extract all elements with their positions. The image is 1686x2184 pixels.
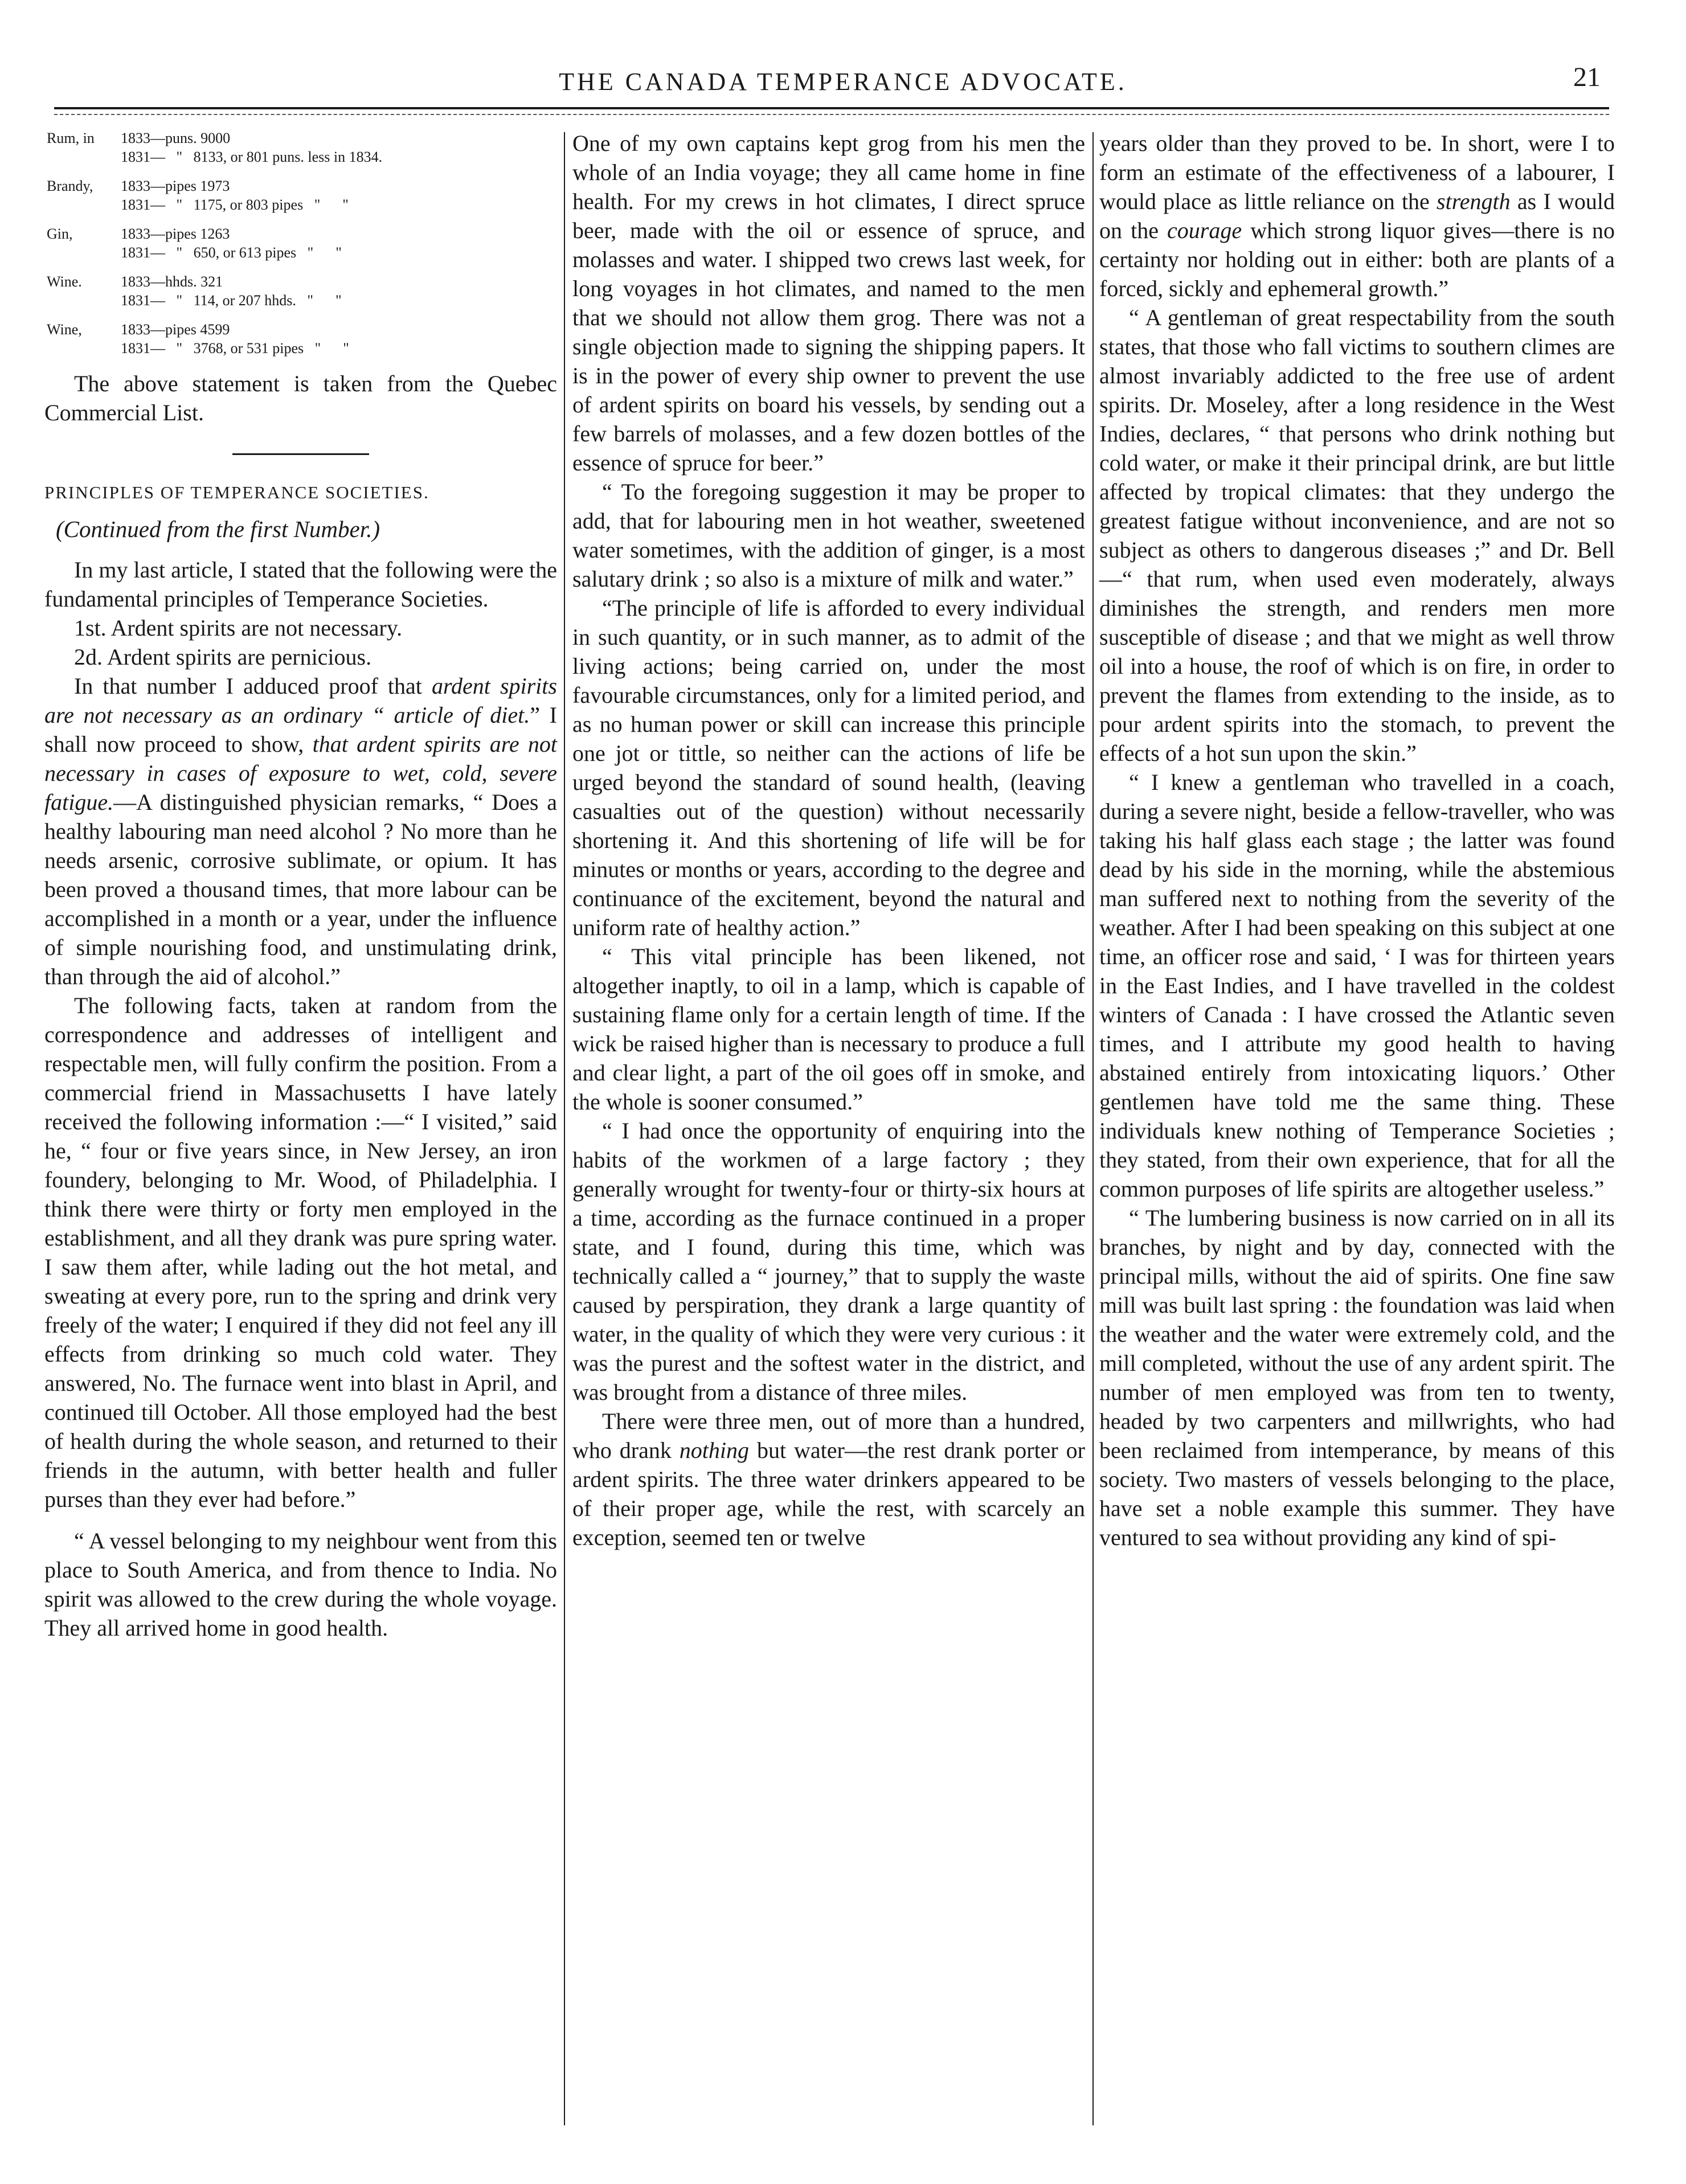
column-rule-right — [1092, 132, 1094, 2125]
imports-line: 1831— " 1175, or 803 pipes " " — [121, 196, 349, 213]
paragraph: The following facts, taken at random from the correspondence and addresses of intelligent and respectable men, will fully confirm the position. From a commercial friend in Massachusetts I have lately received the following information :—“ I visited,” said he, “ four or five years since, in New Jersey, an iron foundery, belonging to Mr. Wood, of Philadelphia. I think there were thirty or forty men employed in the establishment, and all they drank was pure spring water. I saw them after, while lading out the hot metal, and sweating at every pore, run to the spring and drink very freely of the water; I enquired if they did not feel any ill effects from drinking so much cold water. They answered, No. The furnace went into blast in April, and continued till October. All those employed had the best of health during the whole season, and returned to their friends in the autumn, with better health and fuller purses than they ever had before.” — [44, 993, 557, 1512]
paragraph: “ I had once the opportunity of enquiring into the habits of the workmen of a large factory ; they generally wrought for twenty-four or thirty-six hours at a time, according as the furnace continued in a proper state, and I found, during this time, which was technically called a “ journey,” that to supply the waste caused by perspiration, they drank a large quantity of water, in the quality of which they were very curious : it was the purest and the softest water in the district, and was brought from a distance of three miles. — [572, 1118, 1085, 1405]
paragraph: “ A vessel belonging to my neighbour went from this place to South America, and from thence to India. No spirit was allowed to the crew during the whole voyage. They all arrived home in good health. — [44, 1528, 557, 1641]
paragraph: “ To the foregoing suggestion it may be proper to add, that for labouring men in hot weather, sweetened water sometimes, with the addition of ginger, is a most salutary drink ; so also is a mixture of milk and water.” — [572, 479, 1085, 592]
italic-run: courage — [1167, 218, 1242, 243]
paragraph: “ A gentleman of great respectability from the south states, that those who fall victims to southern climes are almost invariably addicted to the free use of ardent spirits. Dr. Moseley, after a long residence in the West Indies, declares, “ that persons who drink nothing but cold water, or make it their principal drink, are but little affected by tropical climates: that they undergo the greatest fatigue without inconvenience, and are not so subject as others to dangerous diseases ;” and Dr. Bell—“ that rum, when used even moderately, always diminishes the strength, and renders men more susceptible of disease ; and that we might as well throw oil into a house, the roof of which is on fire, in order to prevent the flames from extending to the inside, as to pour ardent spirits into the stomach, to prevent the effects of a hot sun upon the skin.” — [1099, 305, 1615, 766]
imports-row — [44, 224, 557, 262]
imports-line: 1833—puns. 9000 — [121, 130, 231, 146]
imports-row — [44, 320, 557, 358]
imports-label: Wine, — [47, 321, 82, 338]
imports-line: 1831— " 114, or 207 hhds. " " — [121, 292, 342, 309]
section-heading: PRINCIPLES OF TEMPERANCE SOCIETIES. — [44, 482, 429, 502]
imports-label: Brandy, — [47, 178, 93, 194]
imports-line: 1833—hhds. 321 — [121, 273, 223, 290]
paragraph — [44, 671, 557, 991]
running-head: THE CANADA TEMPERANCE ADVOCATE. — [559, 68, 1127, 96]
paragraph: In my last article, I stated that the following were the fundamental principles of Temperance Societies. — [44, 557, 557, 612]
column-rule-left — [564, 132, 565, 2125]
paragraph: “The principle of life is afforded to every individual in such quantity, or in such manner, as to admit of the living actions; being carried on, under the most favourable circumstances, only for a limited period, and as no human power or skill can increase this principle one jot or tittle, so neither can the actions of life be urged beyond the standard of sound health, (leaving casualties out of the question) without necessarily shortening it. And this shortening of life will be for minutes or months or years, according to the degree and continuance of the excitement, beyond the natural and uniform rate of healthy action.” — [572, 595, 1085, 940]
paragraph — [1099, 129, 1615, 303]
imports-figures — [121, 320, 557, 358]
italic-run: ardent spirits are not necessary as an ordinary “ article of diet. — [44, 673, 557, 728]
header-rule-secondary — [54, 114, 1609, 115]
column-1 — [44, 129, 557, 1642]
imports-label: Wine. — [47, 273, 82, 290]
imports-row — [44, 177, 557, 214]
imports-figures — [121, 272, 557, 310]
paragraph: 1st. Ardent spirits are not necessary. — [74, 615, 403, 641]
text-run: which strong liquor gives—there is no certainty nor holding out in either: both are plants of a forced, sickly and ephemeral growth.” — [1099, 218, 1615, 301]
paragraph: “ I knew a gentleman who travelled in a coach, during a severe night, beside a fellow-traveller, who was taking his half glass each stage ; the latter was found dead by his side in the morning, while the abstemious man suffered next to nothing from the severity of the weather. After I had been speaking on this subject at one time, an officer rose and said, ‘ I was for thirteen years in the East Indies, and I have travelled in the coldest winters of Canada : I have crossed the Atlantic seven times, and I attribute my good health to having abstained entirely from intoxicating liquors.’ Other gentlemen have told me the same thing. These individuals knew nothing of Temperance Societies ; they stated, from their own experience, that for all the common purposes of life spirits are altogether useless.” — [1099, 769, 1615, 1202]
imports-line: 1833—pipes 1263 — [121, 226, 230, 242]
paragraph — [572, 1407, 1085, 1552]
text-run: but water—the rest drank porter or ardent spirits. The three water drinkers appeared to be of their proper age, while the rest, with scarcely an exception, seemed ten or twelve — [572, 1437, 1085, 1550]
column-3 — [1099, 129, 1615, 1552]
italic-run: that ardent spirits are not necessary in cases of exposure to wet, cold, severe fatigue. — [44, 731, 558, 815]
text-run: as I would on the — [1099, 189, 1615, 243]
imports-row — [44, 129, 557, 166]
paragraph: “ This vital principle has been likened, not altogether inaptly, to oil in a lamp, which is capable of sustaining flame only for a certain length of time. If the wick be raised higher than is necessary to produce a full and clear light, a part of the oil goes off in smoke, and the whole is sooner consumed.” — [572, 944, 1085, 1114]
header-rule — [54, 107, 1609, 109]
imports-label: Gin, — [47, 226, 73, 242]
imports-table — [44, 129, 557, 358]
paragraph: The above statement is taken from the Quebec Commercial List. — [44, 371, 557, 425]
column-2 — [572, 129, 1085, 1552]
imports-figures — [121, 177, 557, 214]
imports-line: 1831— " 8133, or 801 puns. less in 1834. — [121, 149, 383, 165]
italic-run: strength — [1437, 189, 1511, 214]
text-run: ” I shall now proceed to show, — [44, 702, 557, 757]
text-run: —A distinguished physician remarks, “ Does a healthy labouring man need alcohol ? No more than he needs arsenic, corrosive sublimate, or opium. It has been proved a thousand times, that more labour can be accomplished in a month or a year, under the influence of simple nourishing food, and unstimulating drink, than through the aid of alcohol.” — [44, 789, 557, 989]
paragraph: One of my own captains kept grog from his men the whole of an India voyage; they all came home in fine health. For my crews in hot climates, I direct spruce beer, made with the oil or essence of spruce, and molasses and water. I shipped two crews last week, for long voyages in hot climates, and named to the men that we should not allow them grog. There was not a single objection made to signing the shipping papers. It is in the power of every ship owner to prevent the use of ardent spirits on board his vessels, by sending out a few barrels of molasses, and a few dozen bottles of the essence of spruce for beer.” — [572, 130, 1085, 476]
text-run: In that number I adduced proof that — [74, 673, 432, 699]
text-run: There were three men, out of more than a hundred, who drank — [572, 1408, 1085, 1463]
page-number: 21 — [1573, 62, 1601, 92]
paragraph: “ The lumbering business is now carried on in all its branches, by night and by day, connected with the principal mills, without the aid of spirits. One fine saw mill was built last spring : the foundation was laid when the weather and the water were extremely cold, and the mill completed, without the use of any ardent spirit. The number of men employed was from ten to twenty, headed by two carpenters and millwrights, who had been reclaimed from intemperance, by means of this society. Two masters of vessels belonging to the place, have set a noble example this summer. They have ventured to sea without providing any kind of spi- — [1099, 1205, 1615, 1550]
continued-note: (Continued from the first Number.) — [56, 516, 380, 542]
italic-run: nothing — [679, 1437, 750, 1463]
imports-line: 1833—pipes 1973 — [121, 178, 230, 194]
text-run: years older than they proved to be. In short, were I to form an estimate of the effectiveness of a labourer, I would place as little reliance on the — [1099, 130, 1615, 214]
paragraph: 2d. Ardent spirits are pernicious. — [74, 644, 372, 670]
imports-line: 1831— " 650, or 613 pipes " " — [121, 244, 342, 261]
imports-line: 1833—pipes 4599 — [121, 321, 230, 338]
imports-line: 1831— " 3768, or 531 pipes " " — [121, 340, 349, 357]
imports-figures — [121, 224, 557, 262]
imports-figures — [121, 129, 557, 166]
imports-row — [44, 272, 557, 310]
section-divider — [232, 453, 369, 455]
imports-label: Rum, in — [47, 130, 95, 146]
